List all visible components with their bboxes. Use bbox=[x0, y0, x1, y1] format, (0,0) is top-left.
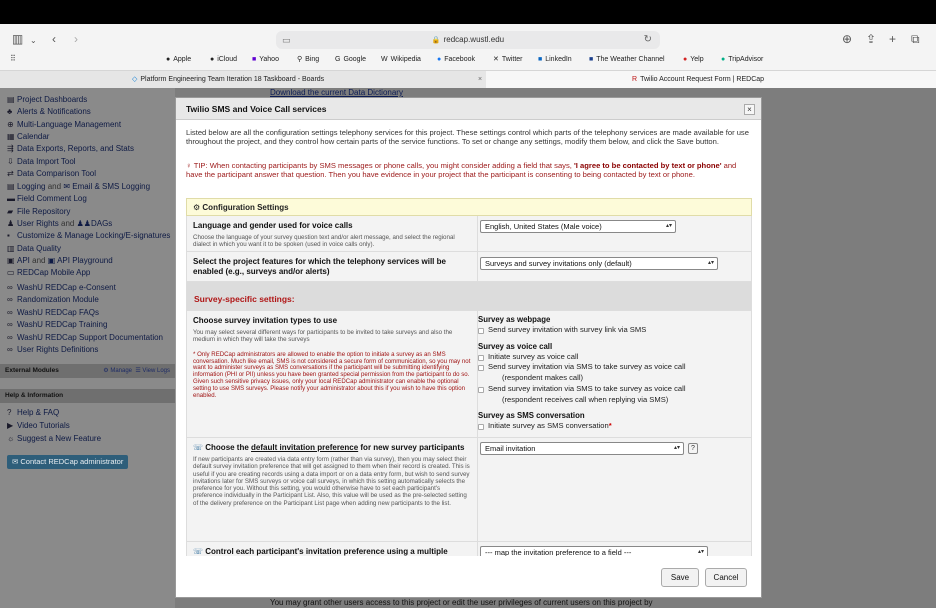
tab-taskboard[interactable]: ◇ Platform Engineering Team Iteration 18 Taskboard - Boards × bbox=[0, 71, 486, 88]
sidebar-item-api[interactable]: ▣ API and ▣ API Playground bbox=[7, 256, 113, 265]
voice-language-row bbox=[186, 216, 752, 252]
yelp-icon: ● bbox=[683, 56, 688, 63]
browser-chrome bbox=[0, 24, 936, 88]
link-icon: ∞ bbox=[7, 333, 13, 342]
link-icon: ∞ bbox=[7, 345, 13, 354]
dialog-intro: Listed below are all the configuration settings telephony services for this project. These settings control which parts of the telephony services are made available for use throughout the project, and they control how certain parts of the service functions. To set or change any settings, modify them below, and click the Save button. bbox=[186, 128, 749, 146]
cancel-button[interactable]: Cancel bbox=[705, 568, 747, 587]
sidebar-item-user-rights-definitions[interactable]: ∞ User Rights Definitions bbox=[7, 345, 99, 354]
clipboard-icon: ▥ bbox=[7, 244, 15, 253]
help-button[interactable]: ? bbox=[688, 443, 698, 454]
sidebar-item-locking[interactable]: ▪ Customize & Manage Locking/E-signatures bbox=[7, 231, 171, 240]
api-icon: ▣ bbox=[7, 256, 15, 265]
select-arrows-icon: ▴▾ bbox=[665, 223, 672, 229]
sidebar-item-dags[interactable]: DAGs bbox=[90, 219, 113, 228]
envelope-icon: ✉ bbox=[63, 182, 71, 191]
favorite-linkedin[interactable]: ■ LinkedIn bbox=[538, 53, 572, 67]
voicecall-heading: Survey as voice call bbox=[478, 341, 553, 351]
twitter-icon: ✕ bbox=[493, 56, 499, 63]
survey-settings-header: Survey-specific settings: bbox=[186, 282, 752, 311]
project-sidebar bbox=[0, 88, 175, 608]
globe-icon: ⊕ bbox=[7, 120, 14, 129]
favorite-facebook[interactable]: ● Facebook bbox=[437, 53, 475, 67]
close-tab-icon[interactable]: × bbox=[478, 76, 483, 83]
webpage-heading: Survey as webpage bbox=[478, 315, 551, 324]
link-icon: ∞ bbox=[7, 320, 13, 329]
user-rights-text: You may grant other users access to this project or edit the user privileges of current users on this project by bbox=[270, 598, 653, 607]
lock-icon: 🔒 bbox=[431, 37, 441, 44]
sidebar-item-econsent[interactable]: ∞ WashU REDCap e-Consent bbox=[7, 283, 116, 292]
favorite-apple[interactable]: ● Apple bbox=[166, 53, 191, 67]
weather-channel-icon: ■ bbox=[589, 56, 594, 63]
help-item-suggest-feature[interactable]: ☼ Suggest a New Feature bbox=[7, 434, 102, 443]
tab-overview-icon[interactable]: ⧉ bbox=[911, 32, 920, 46]
sidebar-item-project-dashboards[interactable]: ▤ Project Dashboards bbox=[7, 95, 88, 104]
favorite-bing[interactable]: ⚲ Bing bbox=[297, 53, 319, 67]
video-icon: ▶ bbox=[7, 421, 14, 430]
favorite-tripadvisor[interactable]: ● TripAdvisor bbox=[721, 53, 763, 67]
close-dialog-button[interactable]: × bbox=[744, 104, 755, 115]
default-preference-select[interactable]: Email invitation ▴▾ bbox=[480, 442, 684, 455]
view-logs-link[interactable]: ☰ View Logs bbox=[135, 368, 170, 374]
export-icon: ⇶ bbox=[7, 144, 14, 153]
checkbox[interactable] bbox=[478, 387, 484, 393]
default-preference-row bbox=[186, 438, 752, 542]
log-icon: ▤ bbox=[7, 182, 15, 191]
system-top-bar bbox=[0, 0, 936, 24]
favorite-weather[interactable]: ■ The Weather Channel bbox=[589, 53, 665, 67]
voice-language-label: Language and gender used for voice calls bbox=[193, 221, 353, 230]
linkedin-icon: ■ bbox=[538, 56, 543, 63]
select-arrows-icon: ▴▾ bbox=[697, 549, 704, 555]
control-preference-select[interactable]: --- map the invitation preference to a field --- ▴▾ bbox=[480, 546, 708, 556]
opt-sms-link[interactable]: Send survey invitation with survey link via SMS bbox=[478, 325, 751, 336]
users-icon: ♟♟ bbox=[76, 219, 91, 228]
sidebar-item-data-comparison[interactable]: ⇄ Data Comparison Tool bbox=[7, 169, 97, 178]
sms-admin-note: * Only REDCap administrators are allowed to enable the option to initiate a survey as an SMS conversation. Much like email, SMS is not considered a secure form of communication, so you may not want to administer surveys as SMS conversations if the participant will be submitting identifying information (PHI or PII) unless you have been granted special permission from the participant to do so. Given such sensitive privacy issues, only your local REDCap administrator can enable the optional setting to use SMS surveys. Please notify your administrator about this if you wish to have this option enabled. bbox=[193, 350, 471, 400]
sidebar-item-alerts[interactable]: ♣ Alerts & Notifications bbox=[7, 107, 91, 116]
download-icon[interactable]: ⊕ bbox=[842, 32, 853, 46]
features-select[interactable]: Surveys and survey invitations only (default) ▴▾ bbox=[480, 257, 718, 270]
page-settings-icon[interactable]: ▭ bbox=[282, 35, 291, 45]
help-item-video-tutorials[interactable]: ▶ Video Tutorials bbox=[7, 421, 70, 430]
checkbox[interactable] bbox=[478, 365, 484, 371]
favorite-google[interactable]: G Google bbox=[335, 53, 366, 67]
sidebar-item-randomization[interactable]: ∞ Randomization Module bbox=[7, 295, 99, 304]
sidebar-item-email-sms-logging[interactable]: Email & SMS Logging bbox=[72, 182, 151, 191]
gear-icon: ⚙ bbox=[193, 203, 201, 212]
invitation-types-label: Choose survey invitation types to use bbox=[193, 316, 338, 325]
invitation-types-row bbox=[186, 311, 752, 438]
invitation-types-desc: You may select several different ways for participants to be invited to take surveys and also the medium in which they will take the surveys bbox=[193, 329, 453, 344]
sidebar-item-training[interactable]: ∞ WashU REDCap Training bbox=[7, 320, 108, 329]
voice-language-select[interactable]: English, United States (Male voice) ▴▾ bbox=[480, 220, 676, 233]
lightbulb-icon: ☼ bbox=[7, 434, 15, 443]
opt-initiate-voice[interactable]: Initiate survey as voice call bbox=[478, 352, 751, 363]
external-modules-header: External Modules ⚙ Manage ☰ View Logs bbox=[0, 364, 175, 378]
link-icon: ∞ bbox=[7, 308, 13, 317]
wikipedia-icon: W bbox=[381, 56, 388, 63]
bing-search-icon: ⚲ bbox=[297, 56, 303, 63]
list-icon: ☰ bbox=[135, 368, 141, 374]
favorite-twitter[interactable]: ✕ Twitter bbox=[493, 53, 523, 67]
twilio-settings-dialog bbox=[175, 97, 762, 598]
phone-icon: ☏ bbox=[193, 547, 204, 556]
bell-icon: ♣ bbox=[7, 107, 13, 116]
sidebar-item-mobile-app[interactable]: ▭ REDCap Mobile App bbox=[7, 268, 91, 277]
tab-redcap[interactable]: R Twilio Account Request Form | REDCap bbox=[486, 71, 936, 88]
checkbox[interactable] bbox=[478, 355, 484, 361]
sidebar-item-faqs[interactable]: ∞ WashU REDCap FAQs bbox=[7, 308, 99, 317]
opt-sms-conversation[interactable]: Initiate survey as SMS conversation* bbox=[478, 421, 751, 432]
sidebar-toggle-icon[interactable]: ▥ bbox=[12, 32, 24, 46]
envelope-icon: ✉ bbox=[12, 457, 19, 466]
sidebar-item-data-exports[interactable]: ⇶ Data Exports, Reports, and Stats bbox=[7, 144, 134, 153]
sidebar-item-multi-language[interactable]: ⊕ Multi-Language Management bbox=[7, 120, 122, 129]
manage-link[interactable]: ⚙ Manage bbox=[103, 368, 133, 374]
tab-bar bbox=[0, 70, 936, 88]
share-icon[interactable]: ⇪ bbox=[866, 32, 877, 46]
icloud-icon: ● bbox=[210, 56, 215, 63]
import-icon: ⇩ bbox=[7, 157, 14, 166]
features-row bbox=[186, 252, 752, 282]
settings-scroll-area[interactable] bbox=[186, 198, 752, 556]
new-tab-icon[interactable]: + bbox=[889, 32, 897, 46]
link-icon: ∞ bbox=[7, 283, 13, 292]
comment-icon: ▬ bbox=[7, 194, 15, 203]
help-item-faq[interactable]: ? Help & FAQ bbox=[7, 408, 60, 417]
favorite-wikipedia[interactable]: W Wikipedia bbox=[381, 53, 421, 67]
dialog-title: Twilio SMS and Voice Call services bbox=[176, 98, 761, 120]
control-preference-row bbox=[186, 542, 752, 556]
compare-icon: ⇄ bbox=[7, 169, 14, 178]
redcap-icon: R bbox=[632, 76, 638, 83]
lock-icon: ▪ bbox=[7, 231, 10, 240]
user-icon: ♟ bbox=[7, 219, 15, 228]
sidebar-item-file-repository[interactable]: ▰ File Repository bbox=[7, 207, 71, 216]
checkbox[interactable] bbox=[478, 328, 484, 334]
sidebar-item-support-docs[interactable]: ∞ WashU REDCap Support Documentation bbox=[7, 333, 163, 342]
control-preference-label: ☏ Control each participant's invitation preference using a multiple bbox=[193, 547, 448, 556]
help-icon: ? bbox=[7, 408, 12, 417]
save-button[interactable]: Save bbox=[661, 568, 699, 587]
select-arrows-icon: ▴▾ bbox=[707, 260, 714, 266]
tablet-icon: ▭ bbox=[7, 268, 15, 277]
select-arrows-icon: ▴▾ bbox=[673, 445, 680, 451]
sidebar-item-data-quality[interactable]: ▥ Data Quality bbox=[7, 244, 62, 253]
favorite-yelp[interactable]: ● Yelp bbox=[683, 53, 704, 67]
grid-icon[interactable]: ⠿ bbox=[10, 54, 16, 63]
sidebar-item-user-rights[interactable]: ♟ User Rights and ♟♟DAGs bbox=[7, 219, 113, 228]
favorite-yahoo[interactable]: ■ Yahoo bbox=[252, 53, 279, 67]
tripadvisor-icon: ● bbox=[721, 56, 726, 63]
contact-admin-button[interactable]: ✉ Contact REDCap administrator bbox=[7, 455, 128, 469]
folder-icon: ▰ bbox=[7, 207, 14, 216]
sidebar-item-api-playground[interactable]: API Playground bbox=[57, 256, 113, 265]
reload-icon[interactable]: ↻ bbox=[643, 34, 652, 45]
features-label: Select the project features for which the telephony services will be enabled (e.g., surveys and/or alerts) bbox=[193, 257, 446, 276]
phone-icon: ☏ bbox=[193, 443, 204, 452]
link-icon: ∞ bbox=[7, 295, 13, 304]
chevron-down-icon[interactable]: ⌄ bbox=[30, 36, 37, 45]
voice-language-desc: Choose the language of your survey question text and/or alert message, and select the regional dialect in which you want it to be spoken (used in voice calls only). bbox=[193, 234, 455, 249]
gear-icon: ⚙ bbox=[103, 368, 109, 374]
lightbulb-icon: ♀ bbox=[186, 161, 192, 170]
dashboard-icon: ▤ bbox=[7, 95, 15, 104]
sidebar-item-field-comment-log[interactable]: ▬ Field Comment Log bbox=[7, 194, 87, 203]
api-playground-icon: ▣ bbox=[47, 256, 56, 265]
default-preference-desc: If new participants are created via data entry form (rather than via survey), then you may select their default survey invitation preference that will get assigned to them when their record is created. This is useful if you are creating records using a data import or on a data entry form, but wish to send survey invitations later for SMS surveys or voice call surveys, in which this setting automatically selects the preference for you. Without this setting, you would otherwise have to set each participant's preference individually in the Participant List. Also, this value will be used as the pre-selected setting of the delivery preference on the Participant List page when adding new participants to the list. bbox=[193, 456, 470, 507]
azure-devops-icon: ◇ bbox=[132, 76, 138, 83]
url-text: redcap.wustl.edu bbox=[443, 35, 505, 44]
address-bar[interactable] bbox=[276, 31, 660, 49]
help-header: Help & Information bbox=[0, 389, 175, 403]
calendar-icon: ▦ bbox=[7, 132, 15, 141]
browser-toolbar bbox=[0, 29, 936, 51]
favorites-bar bbox=[0, 53, 936, 67]
apple-icon: ● bbox=[166, 56, 171, 63]
checkbox[interactable] bbox=[478, 424, 484, 430]
download-data-dictionary-link[interactable]: Download the current Data Dictionary bbox=[270, 88, 403, 97]
facebook-icon: ● bbox=[437, 56, 442, 63]
favorite-icloud[interactable]: ● iCloud bbox=[210, 53, 237, 67]
google-icon: G bbox=[335, 56, 341, 63]
opt-sms-voice-makes-call[interactable]: Send survey invitation via SMS to take survey as voice call (respondent makes call) bbox=[478, 362, 751, 383]
default-preference-label: ☏ Choose the default invitation preference for new survey participants bbox=[193, 443, 465, 452]
sidebar-item-calendar[interactable]: ▦ Calendar bbox=[7, 132, 50, 141]
yahoo-icon: ■ bbox=[252, 56, 257, 63]
config-settings-header: ⚙ Configuration Settings bbox=[186, 198, 752, 216]
back-icon[interactable]: ‹ bbox=[52, 32, 56, 46]
sms-conversation-heading: Survey as SMS conversation bbox=[478, 411, 585, 420]
sidebar-item-logging[interactable]: ▤ Logging and ✉ Email & SMS Logging bbox=[7, 182, 151, 191]
forward-icon[interactable]: › bbox=[74, 32, 78, 46]
opt-sms-voice-receives-call[interactable]: Send survey invitation via SMS to take survey as voice call (respondent receives call when replying via SMS) bbox=[478, 384, 751, 405]
tip-text: ♀ TIP: When contacting participants by SMS messages or phone calls, you might consider adding a field that says, 'I agree to be contacted by text or phone' and have the participant answer that question. Then you have evidence in your project that the participant is consenting to being contacted by text or phone. bbox=[186, 161, 737, 179]
sidebar-item-data-import[interactable]: ⇩ Data Import Tool bbox=[7, 157, 76, 166]
